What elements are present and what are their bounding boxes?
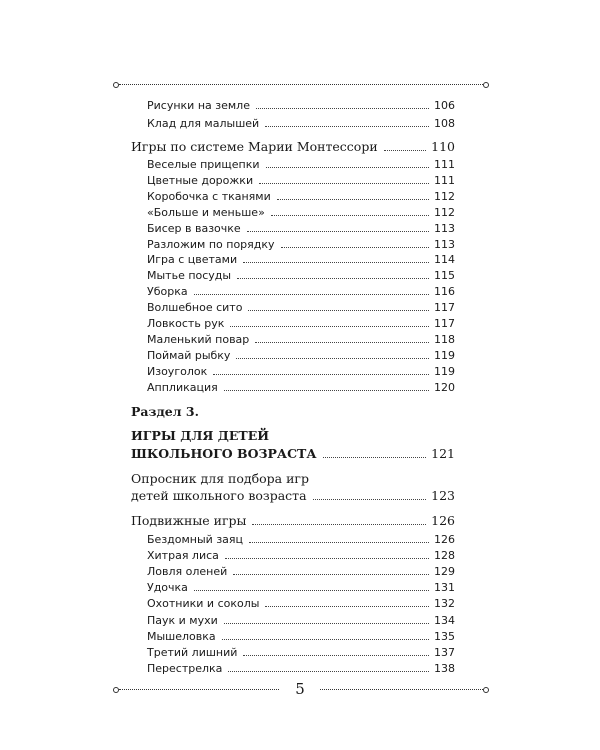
page-number: 113 (434, 237, 455, 251)
leader-dots (384, 150, 426, 151)
entry-title: Маленький повар (147, 332, 250, 346)
leader-dots (228, 671, 429, 672)
toc-entry[interactable] (147, 381, 455, 395)
page-number: 116 (434, 285, 455, 299)
page-number: 110 (431, 139, 455, 154)
entry-title: Бездомный заяц (147, 533, 244, 546)
entry-title: Аппликация (147, 380, 218, 394)
leader-dots (313, 499, 427, 500)
entry-title: Игра с цветами (147, 253, 238, 267)
toc-entry[interactable] (147, 565, 455, 579)
page-number: 134 (434, 613, 455, 627)
page-number: 137 (434, 645, 455, 659)
toc-entry[interactable] (147, 349, 455, 363)
page-number: 108 (434, 117, 455, 130)
section-label: Раздел 3. (131, 404, 199, 419)
toc-entry[interactable] (147, 253, 455, 267)
page-number: 111 (434, 173, 455, 187)
entry-title: Ловля оленей (147, 565, 228, 579)
rule-dot-icon (483, 82, 489, 88)
leader-dots (236, 358, 429, 359)
rule-dot-icon (483, 687, 489, 693)
entry-title: Перестрелка (147, 661, 223, 675)
page-footer-number: 5 (280, 680, 320, 698)
leader-dots (237, 278, 429, 279)
page-number: 119 (434, 364, 455, 378)
toc-entry[interactable] (147, 333, 455, 347)
leader-dots (225, 558, 429, 559)
page-number: 138 (434, 661, 455, 675)
leader-dots (248, 310, 429, 311)
toc-entry[interactable] (147, 285, 455, 299)
toc-entry[interactable] (147, 365, 455, 379)
toc-entry[interactable] (147, 646, 455, 660)
leader-dots (224, 623, 429, 624)
toc-entry[interactable] (147, 317, 455, 331)
rule-dot-icon (113, 687, 119, 693)
toc-entry[interactable] (147, 269, 455, 283)
page-number: 126 (434, 533, 455, 546)
leader-dots (256, 108, 429, 109)
page-number: 123 (431, 488, 455, 503)
toc-entry[interactable] (131, 139, 455, 155)
leader-dots (213, 374, 429, 375)
leader-dots (224, 390, 429, 391)
leader-dots (194, 590, 429, 591)
rule-dot-icon (113, 82, 119, 88)
toc-entry[interactable] (147, 662, 455, 676)
toc-entry[interactable] (147, 533, 455, 547)
section-title-line2: ШКОЛЬНОГО ВОЗРАСТА (131, 446, 317, 461)
page-number: 128 (434, 549, 455, 563)
toc-entry[interactable] (147, 238, 455, 252)
leader-dots (259, 183, 429, 184)
leader-dots (233, 574, 429, 575)
toc-entry[interactable] (147, 581, 455, 595)
leader-dots (252, 524, 426, 525)
entry-title: Мытье посуды (147, 269, 232, 283)
entry-title: Разложим по порядку (147, 237, 275, 251)
page-number: 112 (434, 205, 455, 219)
page-number: 111 (434, 158, 455, 171)
toc-entry[interactable] (147, 206, 455, 220)
entry-title: Мышеловка (147, 629, 216, 643)
toc-entry[interactable] (147, 99, 455, 113)
page-number: 131 (434, 581, 455, 595)
toc-entry[interactable] (147, 630, 455, 644)
toc-entry[interactable] (147, 174, 455, 188)
page-number: 115 (434, 269, 455, 283)
toc-entry[interactable] (131, 513, 455, 529)
page-number: 126 (431, 513, 455, 528)
entry-title: Уборка (147, 285, 188, 299)
page-number: 119 (434, 348, 455, 362)
entry-title: Хитрая лиса (147, 549, 219, 563)
page-number: 117 (434, 301, 455, 315)
entry-title: Поймай рыбку (147, 348, 231, 362)
entry-title: Паук и мухи (147, 613, 218, 627)
leader-dots (281, 247, 429, 248)
entry-title: Охотники и соколы (147, 597, 260, 611)
leader-dots (194, 294, 429, 295)
page-number: 135 (434, 629, 455, 643)
top-rule (113, 82, 489, 88)
toc-entry[interactable] (147, 597, 455, 611)
leader-dots (249, 542, 429, 543)
leader-dots (222, 639, 429, 640)
page-number: 121 (431, 446, 455, 461)
toc-entry[interactable] (147, 222, 455, 236)
entry-title: Веселые прищепки (147, 158, 260, 171)
page-number: 129 (434, 565, 455, 579)
toc-entry[interactable] (147, 549, 455, 563)
leader-dots (243, 262, 429, 263)
toc-entry[interactable] (147, 117, 455, 131)
section-title-row[interactable] (131, 446, 455, 462)
toc-entry[interactable] (147, 190, 455, 204)
entry-title: Рисунки на земле (147, 99, 250, 112)
entry-title: Подвижные игры (131, 513, 247, 528)
leader-dots (271, 215, 429, 216)
entry-title: Волшебное сито (147, 301, 243, 315)
entry-title: «Больше и меньше» (147, 205, 265, 219)
questionnaire-row[interactable] (131, 488, 455, 504)
page-number: 106 (434, 99, 455, 112)
page-number: 112 (434, 189, 455, 203)
questionnaire-line1: Опросник для подбора игр (131, 471, 309, 486)
entry-title: Цветные дорожки (147, 173, 254, 187)
page-number: 117 (434, 317, 455, 330)
page-number: 113 (434, 221, 455, 235)
leader-dots (230, 326, 429, 327)
entry-title: Бисер в вазочке (147, 221, 241, 235)
questionnaire-line2: детей школьного возраста (131, 488, 307, 503)
leader-dots (255, 342, 429, 343)
entry-title: Третий лишний (147, 645, 238, 659)
page-number: 114 (434, 253, 455, 267)
toc-entry[interactable] (147, 614, 455, 628)
leader-dots (277, 199, 429, 200)
toc-entry[interactable] (147, 158, 455, 172)
page-number: 120 (434, 380, 455, 394)
entry-title: Коробочка с тканями (147, 189, 271, 203)
entry-title: Ловкость рук (147, 317, 225, 330)
leader-dots (266, 167, 429, 168)
entry-title: Удочка (147, 581, 188, 595)
entry-title: Изоуголок (147, 364, 208, 378)
leader-dots (265, 126, 429, 127)
leader-dots (243, 655, 429, 656)
leader-dots (323, 457, 427, 458)
leader-dots (247, 231, 429, 232)
section-title-line1: ИГРЫ ДЛЯ ДЕТЕЙ (131, 428, 270, 443)
leader-dots (265, 606, 429, 607)
page-number: 132 (434, 597, 455, 611)
entry-title: Клад для малышей (147, 117, 260, 130)
page-number: 118 (434, 332, 455, 346)
entry-title: Игры по системе Марии Монтессори (131, 139, 378, 154)
toc-entry[interactable] (147, 301, 455, 315)
